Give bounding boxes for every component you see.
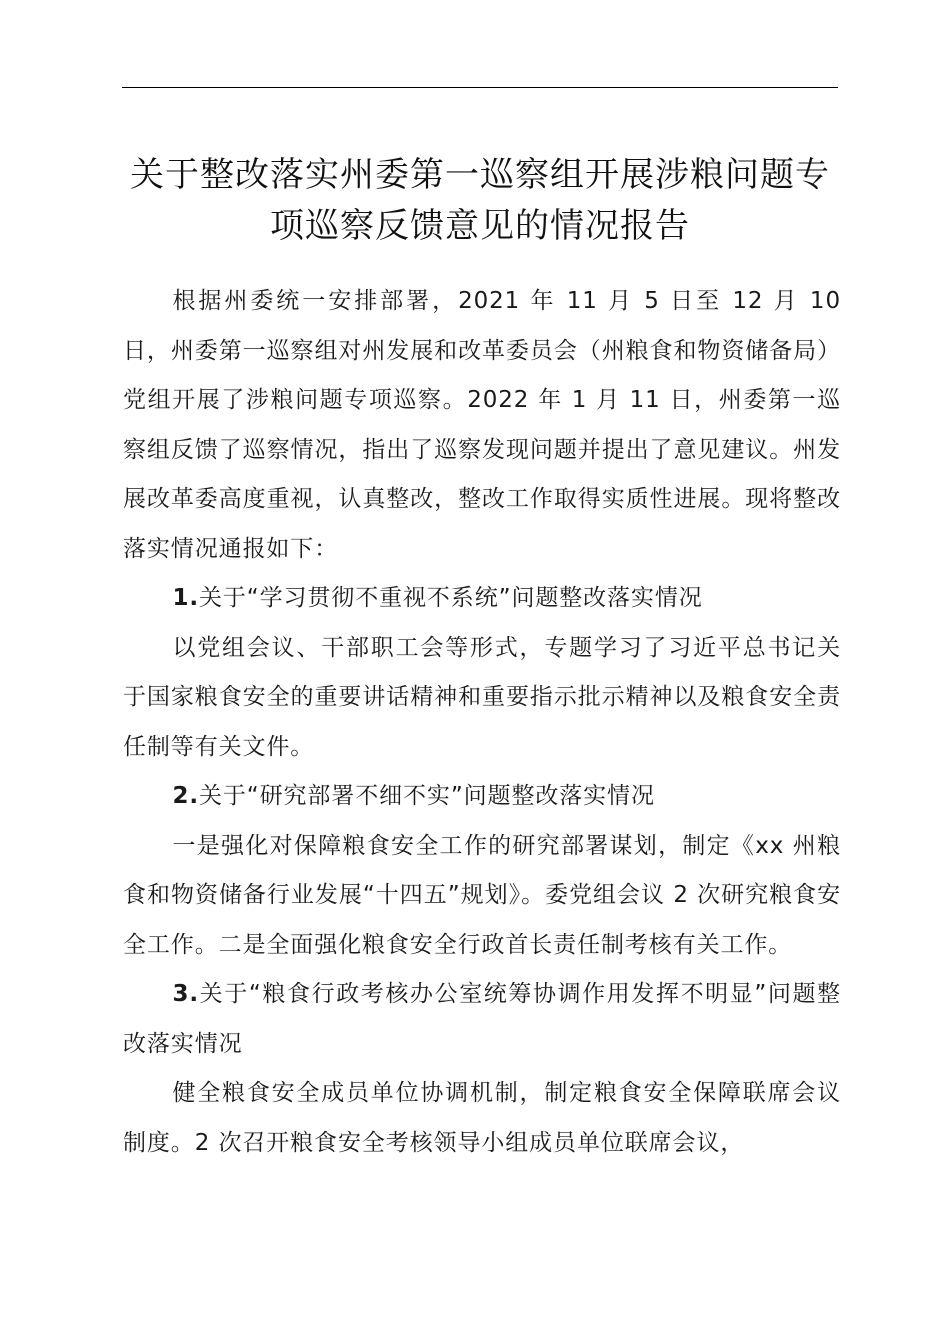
section-1-close-quote: ” (498, 585, 512, 611)
section-2-number: 2. (172, 783, 199, 809)
intro-paragraph: 根据州委统一安排部署，2021 年 11 月 5 日至 12 月 10 日，州委第一巡察组对州发展和改革委员会（州粮食和物资储备局）党组开展了涉粮问题专项巡察。2022 年 1 月 11 日，州委第一巡察组反馈了巡察情况，指出了巡察发现问题并提出了意见建议。州发展改革委高度重视，认真整改，整改工作取得实质性进展。现将整改落实情况通报如下： (123, 288, 841, 562)
title-line-2: 项巡察反馈意见的情况报告 (270, 206, 690, 246)
section-3-number: 3. (172, 981, 199, 1007)
document-title (110, 150, 850, 252)
section-1-body: 以党组会议、干部职工会等形式，专题学习了习近平总书记关于国家粮食安全的重要讲话精神和重要指示批示精神以及粮食安全责任制等有关文件。 (123, 634, 841, 760)
title-line-1: 关于整改落实州委第一巡察组开展涉粮问题专 (130, 155, 830, 195)
section-3-heading (123, 970, 841, 1069)
document-body (123, 277, 841, 1168)
section-1-topic: 学习贯彻不重视不系统 (259, 585, 499, 611)
section-2-body: 一是强化对保障粮食安全工作的研究部署谋划，制定《xx 州粮食和物资储备行业发展“十四五”规划》。委党组会议 2 次研究粮食安全工作。二是全面强化粮食安全行政首长责任制考核有关工作。 (123, 832, 841, 958)
header-rule (122, 87, 838, 88)
section-1-open-quote: 关于“ (198, 585, 260, 611)
section-3-topic: 粮食行政考核办公室统筹协调作用发挥不明显 (261, 981, 755, 1007)
section-3-suffix: 问题整改落实情况 (123, 981, 841, 1057)
section-2-topic: 研究部署不细不实 (259, 783, 451, 809)
section-3-open-quote: 关于“ (198, 981, 262, 1007)
section-1-number: 1. (172, 585, 199, 611)
section-2-close-quote: ” (450, 783, 464, 809)
section-1-suffix: 问题整改落实情况 (511, 585, 703, 611)
section-3-close-quote: ” (754, 981, 768, 1007)
section-1-heading (123, 574, 841, 624)
section-3-body: 健全粮食安全成员单位协调机制，制定粮食安全保障联席会议制度。2 次召开粮食安全考核领导小组成员单位联席会议， (123, 1080, 841, 1156)
section-2-heading (123, 772, 841, 822)
section-2-suffix: 问题整改落实情况 (463, 783, 655, 809)
section-2-open-quote: 关于“ (198, 783, 260, 809)
